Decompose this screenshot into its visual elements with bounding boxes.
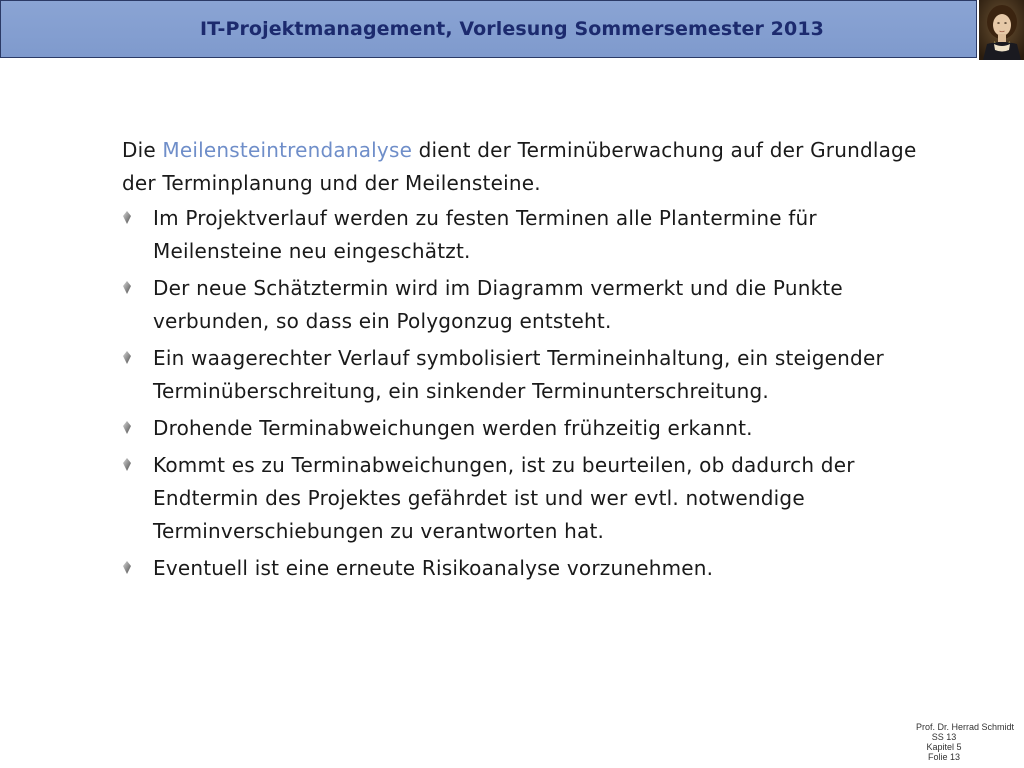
intro-suffix: dient der Terminüberwachung auf der Grundlage der Terminplanung und der Meilensteine. (122, 138, 917, 195)
bullet-text: Kommt es zu Terminabweichungen, ist zu beurteilen, ob dadurch der Endtermin des Projektes gefährdet ist und wer evtl. notwendige Terminverschiebungen zu verantworten hat. (153, 453, 855, 543)
bullet-text: Der neue Schätztermin wird im Diagramm vermerkt und die Punkte verbunden, so dass ein Polygonzug entsteht. (153, 276, 843, 333)
bullet-icon (122, 351, 132, 365)
slide-footer (874, 722, 1014, 762)
footer-chapter: Kapitel 5 (926, 742, 962, 752)
bullet-text: Eventuell ist eine erneute Risikoanalyse vorzunehmen. (153, 556, 714, 580)
list-item (122, 272, 922, 338)
footer-author: Prof. Dr. Herrad Schmidt (915, 722, 1014, 732)
slide-content (122, 134, 922, 589)
bullet-icon (122, 211, 132, 225)
bullet-text: Drohende Terminabweichungen werden frühzeitig erkannt. (153, 416, 753, 440)
footer-semester: SS 13 (931, 732, 957, 742)
list-item (122, 449, 922, 548)
bullet-icon (122, 561, 132, 575)
intro-prefix: Die (122, 138, 163, 162)
page-title: IT-Projektmanagement, Vorlesung Sommersemester 2013 (200, 18, 824, 40)
list-item (122, 202, 922, 268)
highlight-term: Meilensteintrendanalyse (162, 138, 413, 162)
list-item (122, 552, 922, 585)
bullet-text: Ein waagerechter Verlauf symbolisiert Termineinhaltung, ein steigender Terminüberschreitung, ein sinkender Terminunterschreitung. (153, 346, 884, 403)
bullet-icon (122, 458, 132, 472)
intro-paragraph (122, 134, 922, 200)
list-item (122, 342, 922, 408)
bullet-list (122, 202, 922, 585)
bullet-text: Im Projektverlauf werden zu festen Terminen alle Plantermine für Meilensteine neu eingeschätzt. (153, 206, 817, 263)
portrait-icon (979, 0, 1024, 60)
bullet-icon (122, 421, 132, 435)
footer-slide-number: Folie 13 (927, 752, 961, 762)
bullet-icon (122, 281, 132, 295)
list-item (122, 412, 922, 445)
portrait-image (979, 0, 1024, 60)
